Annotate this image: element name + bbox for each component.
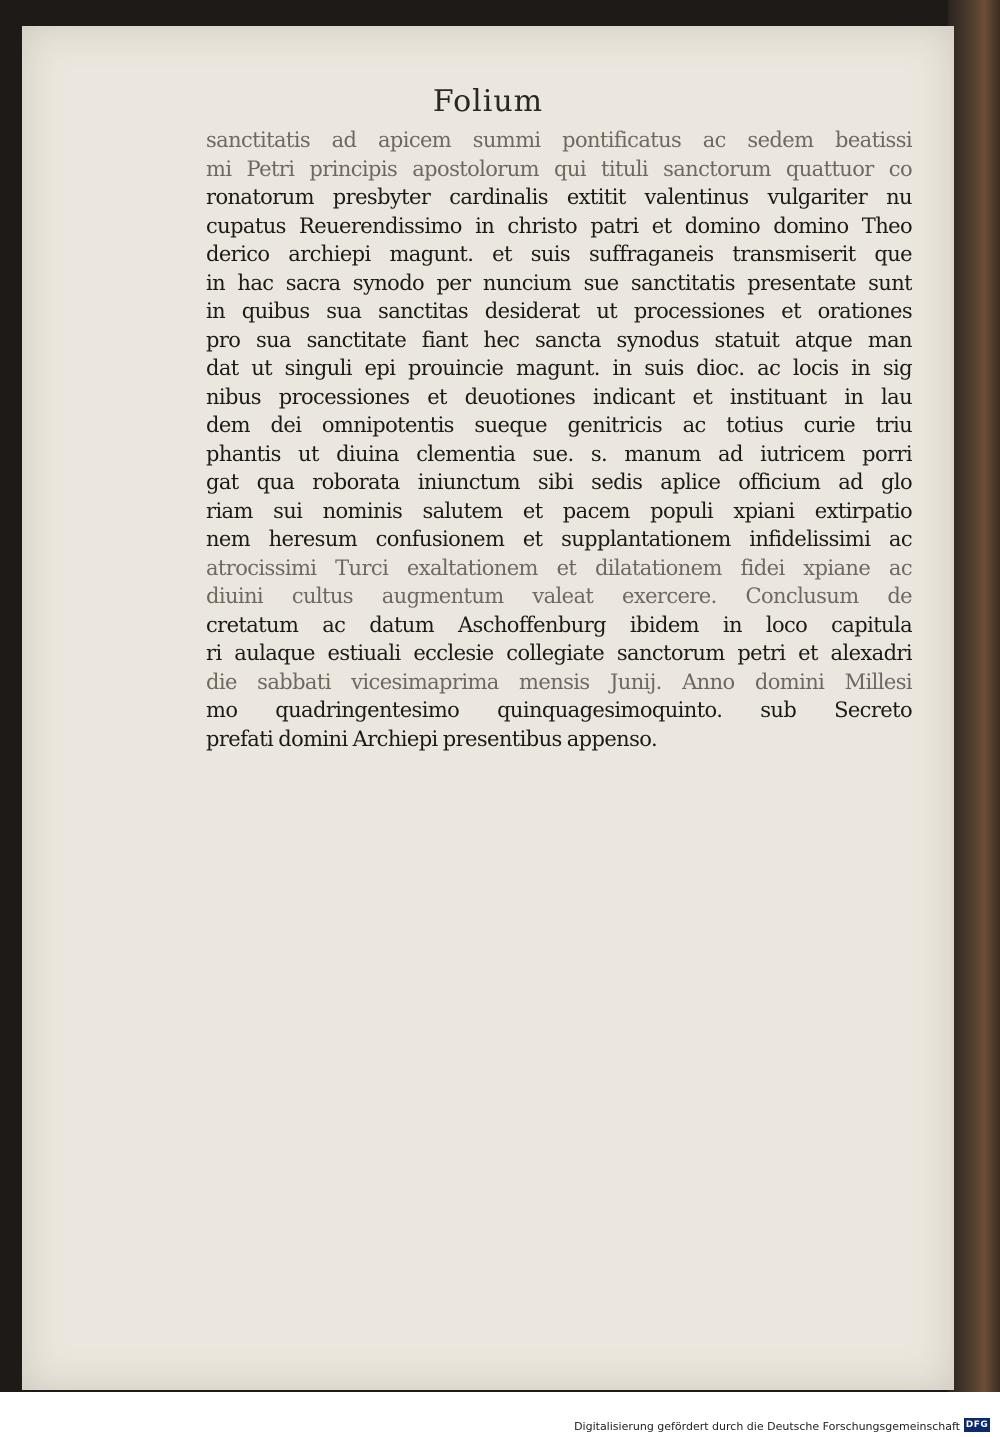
text-line: riam sui nominis salutem et pacem populi xpiani extirpatio [206, 498, 912, 523]
text-line: nibus processiones et deuotiones indicant et instituant in lau [206, 384, 912, 409]
dfg-logo: DFG [965, 1420, 989, 1430]
text-line: prefati domini Archiepi presentibus appenso. [206, 726, 658, 751]
running-head: Folium [432, 84, 544, 119]
text-line: derico archiepi magunt. et suis suffraganeis transmiserit que [206, 242, 912, 266]
text-line: ri aulaque estiuali ecclesie collegiate sanctorum petri et alexadri [206, 641, 912, 665]
text-block [206, 126, 912, 753]
text-line: in quibus sua sanctitas desiderat ut processiones et orationes [206, 299, 912, 323]
dfg-credit-text: Digitalisierung gefördert durch die Deutsche Forschungsgemeinschaft [574, 1420, 960, 1433]
text-line: die sabbati vicesimaprima mensis Junij. Anno domini Millesi [206, 669, 912, 694]
text-line: gat qua roborata iniunctum sibi sedis aplice officium ad glo [206, 470, 912, 494]
text-line: ronatorum presbyter cardinalis extitit valentinus vulgariter nu [206, 185, 912, 209]
text-line: pro sua sanctitate fiant hec sancta synodus statuit atque man [206, 327, 912, 352]
text-line: mo quadringentesimo quinquagesimoquinto. sub Secreto [206, 698, 912, 722]
text-line: sanctitatis ad apicem summi pontificatus ac sedem beatissi [206, 128, 912, 152]
text-line: diuini cultus augmentum valeat exercere. Conclusum de [206, 584, 912, 608]
text-line: dat ut singuli epi prouincie magunt. in suis dioc. ac locis in sig [206, 356, 912, 380]
text-line: in hac sacra synodo per nuncium sue sanctitatis presentate sunt [206, 270, 912, 295]
text-line: phantis ut diuina clementia sue. s. manum ad iutricem porri [206, 441, 912, 466]
text-line: mi Petri principis apostolorum qui tituli sanctorum quattuor co [206, 156, 912, 181]
text-line: cretatum ac datum Aschoffenburg ibidem in loco capitula [206, 612, 912, 637]
book-page [22, 26, 954, 1390]
text-line: atrocissimi Turci exaltationem et dilatationem fidei xpiane ac [206, 555, 912, 580]
text-line: cupatus Reuerendissimo in christo patri et domino domino Theo [206, 213, 912, 238]
book-spine-edge [948, 0, 1000, 1392]
text-line: nem heresum confusionem et supplantationem infidelissimi ac [206, 527, 912, 551]
text-line: dem dei omnipotentis sueque genitricis ac totius curie triu [206, 413, 912, 437]
